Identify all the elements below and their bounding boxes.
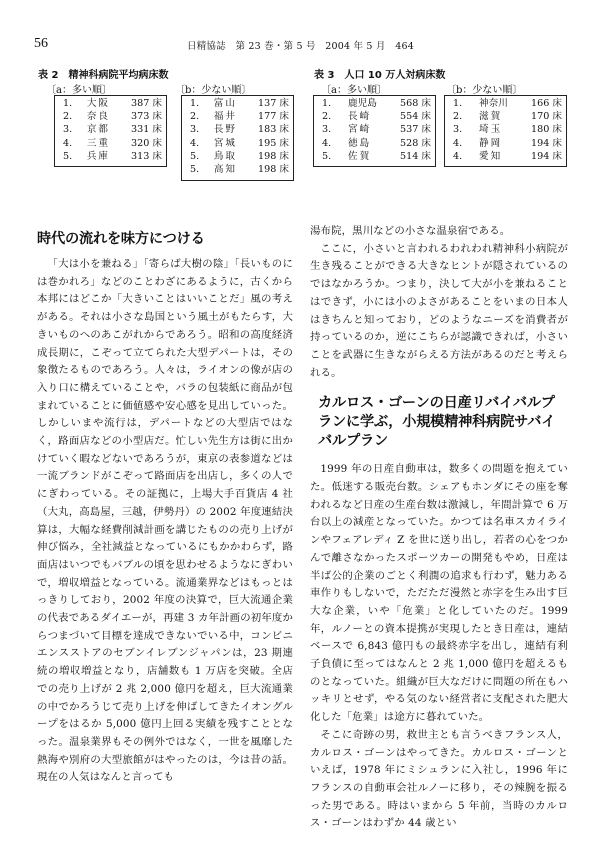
table3-right-header: 〔b：少ない順〕 — [446, 85, 523, 96]
table2-left-header: 〔a：多い順〕 — [46, 85, 112, 96]
table-row: 2. 奈良 373 床 — [63, 111, 162, 123]
table-row: 4. 愛知 194 床 — [453, 150, 562, 162]
journal-header: 日精協誌 第 23 巻・第 5 号 2004 年 5 月 464 — [187, 41, 415, 52]
table-row: 2. 長崎 554 床 — [322, 111, 431, 123]
table-row: 4. 静岡 194 床 — [453, 137, 562, 149]
body-paragraph: そこに奇跡の男，救世主とも言うべきフランス人，カルロス・ゴーンはやってきた。カルロス・ゴーンといえば，1978 年にミシュランに入社し，1996 年にフランスの自動車会社ルノーに移り，その辣腕を振るった男である。時はいまから 5 年前，当時のカルロス・ゴーンはわずか 44 歳とい — [310, 728, 568, 830]
table-row: 4. 三重 320 床 — [63, 137, 162, 149]
table2-left-box — [54, 95, 167, 167]
section-heading: カルロス・ゴーンの日産リバイバルプランに学ぶ，小規模精神科病院サバイバルプラン — [318, 395, 556, 450]
page-number: 56 — [34, 36, 48, 51]
body-paragraph: 「大は小を兼ねる」「寄らば大樹の陰」「長いものには巻かれろ」などのことわざにあるように，古くから本邦にはどこか「大きいことはいいことだ」風の考えがある。それは小さな島国という風土がもたらす，大きいものへのあこがれからであろう。昭和の高度経済成長期に，こぞって立てられた大型デパートは，その象徴たるものであろう。人々は，ライオンの像が店の入り口に構えていることや，バラの包装紙に商品が包まれていることに価値感や安心感を見出していった。しかしいまや流行は，デパートなどの大型店ではなく，路面店などの小型店だ。忙しい先生方は街に出かけていく暇などないであろうが，東京の表参道などは一流ブランドがこぞって路面店を出店し，多くの人でにぎわっている。その証拠に，上場大手百貨店 4 社（大丸，高島屋，三越，伊勢丹）の 2002 年度連結決算は，大幅な経費削減計画を講じたものの売り上げが伸び悩み，全社減益となっているにもかかわらず，路面店はいつでもバブルの頃を思わせるようなにぎわいで，増収増益となっている。流通業界などはもっとはっきりしており，2002 年度の決算で，巨大流通企業の代表であるダイエーが，再建 3 カ年計画の初年度からつまづいて目標を達成できないでいる中，コンビニエンスストアのセブンイレブンジャパンは，23 期連続の増収増益となり，店舗数も 1 万店を突破。全店での売り上げが 2 兆 2,000 億円を超え，巨大流通業の中でかろうじて売り上げを伸ばしてきたイオングループをはるか 5,000 億円上回る実績を残すこととなった。温泉業界もその例外ではなく，一世を風靡した熱海や別府の大型旅館がはやったのは，今は昔の話。現在の人気はなんと言っても — [37, 258, 293, 784]
table3-left-header: 〔a：多い順〕 — [321, 85, 387, 96]
right-column — [310, 223, 568, 833]
table-row: 1. 大阪 387 床 — [63, 98, 162, 109]
table-row: 1. 神奈川 166 床 — [453, 98, 562, 109]
table-row: 4. 徳島 528 床 — [322, 137, 431, 149]
table-row: 3. 長野 183 床 — [190, 124, 289, 136]
table2-right-header: 〔b：少ない順〕 — [175, 85, 252, 96]
table-row: 2. 福井 177 床 — [190, 111, 289, 123]
table2-right-box — [181, 95, 294, 181]
body-paragraph: 1999 年の日産自動車は，数多くの問題を抱えていた。低迷する販売台数。シェアもホンダにその座を奪われるなど日産の生産台数は激減し，年間計算で 6 万台以上の減産となっていた。かつては名車スカイラインやフェアレディ Z を世に送り出し，若者の心をつかんで離さなかったスポーツカーの開発もやめ，日産は半ば公的企業のごとく利潤の追求も行わず，魅力ある車作りもしないで，ただただ漫然と赤字を生み出す巨大な企業，いや「危業」と化していたのだ。1999 年，ルノーとの資本提携が実現したとき日産は，連結ベースで 6,843 億円もの最終赤字を出し，連結有利子負債に至ってはなんと 2 兆 1,000 億円を超えるものとなっていた。組織が巨大なだけに問題の所在もハッキリとせず，やる気のない経営者に支配された肥大化した「危業」は途方に暮れていた。 — [310, 463, 568, 724]
section-heading: 時代の流れを味方につける — [37, 231, 205, 247]
body-paragraph: 湯布院，黒川などの小さな温泉宿である。 — [310, 225, 511, 237]
table3-title: 表 3 人口 10 万人対病床数 — [314, 70, 446, 81]
table3-left-box — [313, 95, 436, 167]
table-row: 5. 兵庫 313 床 — [63, 150, 162, 162]
table2-title: 表 2 精神科病院平均病床数 — [38, 70, 169, 81]
table-row: 1. 鹿児島 568 床 — [322, 98, 431, 109]
table-row: 4. 宮城 195 床 — [190, 137, 289, 149]
table-row: 5. 佐賀 514 床 — [322, 150, 431, 162]
table-row: 5. 鳥取 198 床 — [190, 150, 289, 162]
table3-right-box — [444, 95, 567, 167]
table-row: 3. 京都 331 床 — [63, 124, 162, 136]
table-row: 3. 埼玉 180 床 — [453, 124, 562, 136]
left-column — [37, 230, 293, 787]
table-row: 2. 滋賀 170 床 — [453, 111, 562, 123]
body-paragraph: ここに，小さいと言われるわれわれ精神科小病院が生き残ることができる大きなヒントが隠されているのではなかろうか。つまり，決して大が小を兼ねることはできず，小には小のよさがあることをいまの日本人はきちんと知っており，どのようなニーズを消費者が持っているのか，逆にこちらが認識できれば，小さいことを武器に生きながらえる方法があるのだと考えられる。 — [310, 242, 568, 379]
table-row: 3. 宮崎 537 床 — [322, 124, 431, 136]
table-row: 5. 高知 198 床 — [190, 164, 289, 176]
table-row: 1. 富山 137 床 — [190, 98, 289, 109]
